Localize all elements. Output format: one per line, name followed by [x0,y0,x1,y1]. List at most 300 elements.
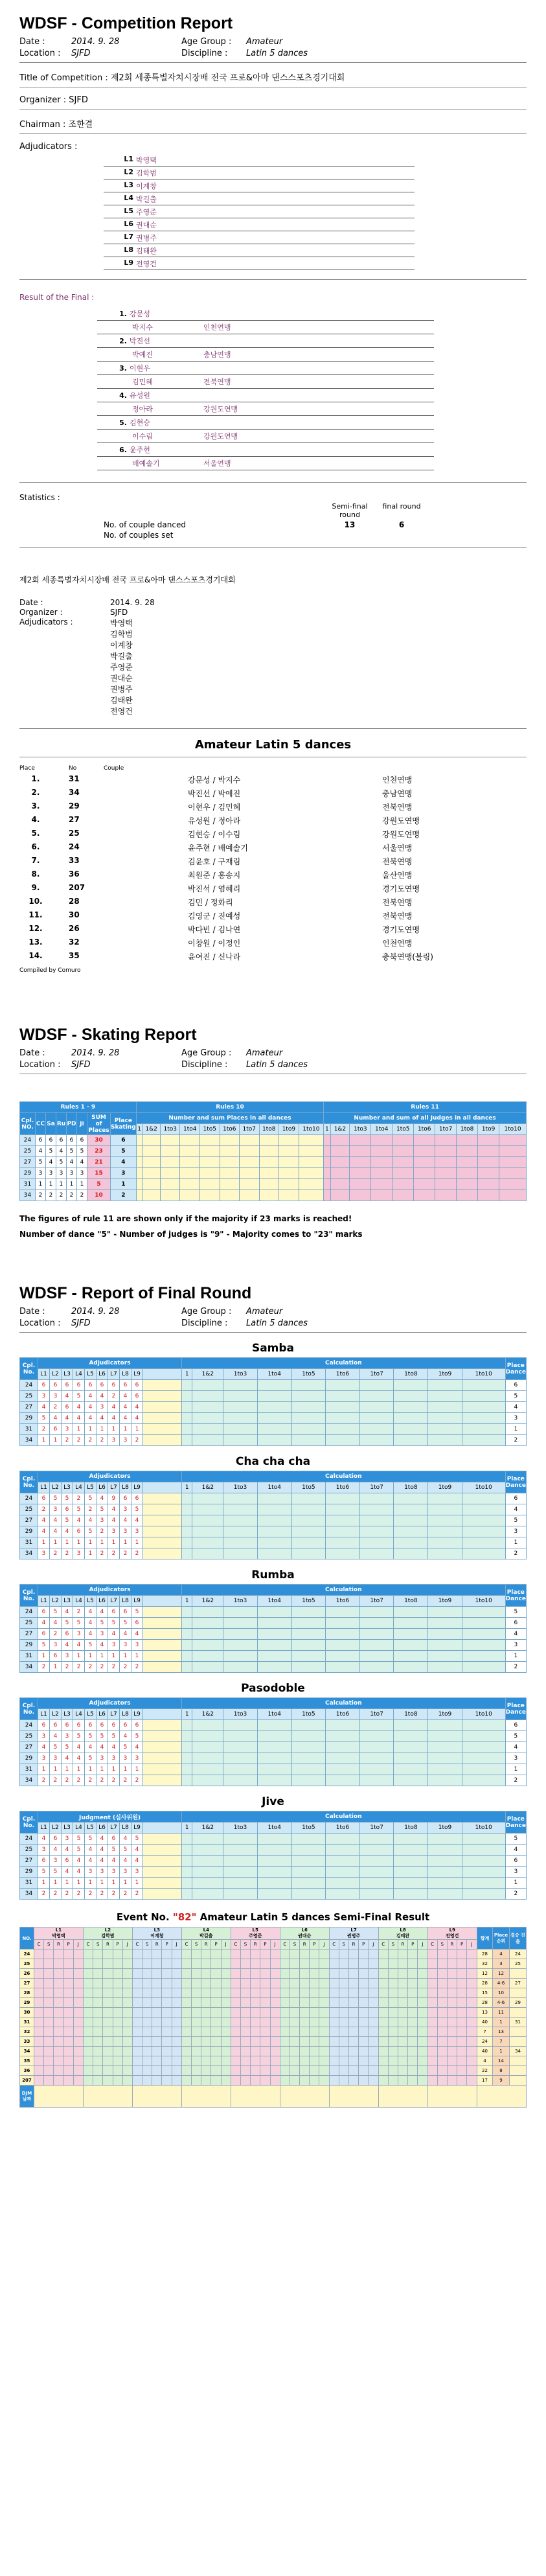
calc-cell [428,1867,462,1878]
calc-cell [192,1402,223,1413]
calc-cell [192,1720,223,1731]
range-header: 1to5 [200,1124,220,1135]
semi-mark-cell [231,1959,240,1969]
adjudicator-row [104,244,415,257]
semi-mark-cell [132,2008,142,2018]
semi-mark-cell [437,2056,447,2066]
judge-mark: 1 [97,1764,108,1775]
rule11-cell [414,1168,435,1179]
calc-cell [223,1493,258,1504]
semi-mark-cell [73,1988,83,1998]
calc-header: 1to5 [291,1823,326,1834]
placing-row [19,841,527,855]
semi-mark-cell [319,2076,329,2086]
rule11-cell [457,1179,478,1190]
semi-judge-name: 권대순 [298,1933,312,1938]
rule10-cell [220,1135,240,1146]
semi-mark-cell [251,2037,260,2047]
judge-mark: 2 [108,1391,120,1402]
calc-cell [326,1878,360,1889]
mark-spacer [143,1413,182,1424]
skating-cpl: 29 [20,1168,36,1179]
placing-spacer [104,937,188,949]
rule10-cell [240,1135,260,1146]
semi-mark-cell [349,2066,359,2076]
semi-mark-cell [172,2056,181,2066]
semi-mark-cell [44,1969,54,1979]
dance-header-row [20,1358,527,1369]
rule11-cell [350,1157,371,1168]
final-partner-1: 박진선 [130,337,150,345]
mark-spacer [143,1607,182,1618]
judge-mark: 5 [85,1493,97,1504]
compiled-by: Compiled by Comuro [19,967,81,974]
semi-mark-cell [221,2056,231,2066]
calc-cell [394,1526,428,1537]
semi-mark-cell [152,1979,162,1988]
couples-danced-semi: 13 [344,520,356,529]
calc-cell [192,1435,223,1446]
semi-mark-cell [44,1979,54,1988]
semi-mark-cell [378,1969,388,1979]
stats-empty [376,531,427,540]
placing-no: 35 [69,951,80,960]
judge-spacer [143,1482,182,1493]
adjudicator-list [104,154,415,270]
judge-header: L2 [50,1369,62,1380]
calc-cell [359,1391,394,1402]
calc-cell [462,1662,505,1673]
semi-mark-cell [378,1959,388,1969]
semi-mark-cell [290,2018,299,2027]
rules-1-9-header: Rules 1 - 9 [20,1102,137,1113]
calc-cell [223,1607,258,1618]
judge-mark: 1 [97,1537,108,1548]
mark-spacer [143,1493,182,1504]
calc-cell [326,1720,360,1731]
calc-cell [326,1402,360,1413]
semi-mark-cell [398,2008,407,2018]
skating-header-row [20,1102,527,1113]
judge-mark: 5 [131,1731,143,1742]
placing-club: 충남연맹 [382,789,413,798]
dance-cpl-header: Cpl. No. [20,1585,38,1607]
rule11-cell [350,1168,371,1179]
semi-row [20,1988,527,1998]
placing-no: 31 [69,774,80,783]
semi-mark-cell [240,2018,250,2027]
semi-mark-cell [93,2008,103,2018]
semi-mark-cell [251,2008,260,2018]
calc-cell [428,1640,462,1651]
calc-header: 1 [182,1482,192,1493]
judge-mark: 3 [108,1867,120,1878]
dance-place: 4 [505,1845,526,1856]
placing-row [19,895,527,909]
semi-total: 4 [477,2056,493,2066]
calc-cell [291,1662,326,1673]
judge-mark: 4 [73,1402,85,1413]
judge-mark: 1 [73,1651,85,1662]
calc-cell [359,1845,394,1856]
judge-mark: 4 [108,1856,120,1867]
semi-mark-cell [63,1959,73,1969]
semi-place: 13 [493,2027,510,2037]
semi-mark-cell [34,1998,44,2008]
semi-mark-cell [447,1949,457,1959]
semi-mark-cell [329,1959,339,1969]
event-info [19,574,527,974]
calc-cell [291,1742,326,1753]
placing-no: 33 [69,856,80,865]
semi-mark-cell [142,2047,152,2056]
mark-spacer [143,1845,182,1856]
calc-cell [359,1662,394,1673]
semi-dance-letter: C [280,1940,290,1949]
semi-judge-code: L3 [154,1927,161,1933]
semi-mark-cell [310,1949,319,1959]
semi-mark-cell [310,2047,319,2056]
rule11-cell [392,1179,414,1190]
semi-mark-cell [260,2027,270,2037]
semi-mark-cell [270,1979,280,1988]
adjudicator-name: 주영준 [136,208,157,216]
calc-cell [428,1548,462,1559]
rule10-cell [200,1190,220,1201]
semi-mark-cell [398,2018,407,2027]
final-rank: 1. [119,310,127,318]
judge-mark: 3 [131,1867,143,1878]
rules-11-header: Rules 11 [324,1102,527,1113]
judge-mark: 4 [38,1742,50,1753]
dance-row [20,1504,527,1515]
judge-mark: 4 [73,1515,85,1526]
semi-mark-cell [467,2076,477,2086]
dance-calc-header: Calculation [182,1585,506,1596]
semi-mark-cell [447,1979,457,1988]
dance-row [20,1526,527,1537]
skating-dance-place: 2 [46,1190,56,1201]
rules-10-subheader: Number and sum Places in all dances [136,1113,323,1124]
judge-header: L1 [38,1482,50,1493]
calc-header: 1to4 [257,1709,291,1720]
dance-title: Samba [251,1342,295,1355]
judge-mark: 6 [97,1380,108,1391]
dance-place-header: Place Dance [505,1471,526,1493]
judge-mark: 6 [73,1380,85,1391]
semi-mark-cell [231,1969,240,1979]
semi-mark-cell [73,1998,83,2008]
placing-place: 13. [28,937,43,947]
semi-mark-cell [378,2018,388,2027]
calc-cell [182,1504,192,1515]
rule10-cell [136,1190,142,1201]
semi-mark-cell [83,2066,93,2076]
calc-cell [291,1629,326,1640]
semi-mark-cell [339,1998,348,2008]
semi-mark-cell [447,2018,457,2027]
judge-header: L7 [108,1482,120,1493]
event-adjudicators-label: Adjudicators : [19,617,73,627]
mark-spacer [143,1515,182,1526]
calc-cell [223,1629,258,1640]
semi-mark-cell [142,2076,152,2086]
calc-cell [291,1889,326,1900]
skating-sum: 30 [87,1135,111,1146]
result-final-label: Result of the Final : [19,293,95,302]
semi-mark-cell [280,2027,290,2037]
semi-dance-letter: J [221,1940,231,1949]
judge-mark: 2 [73,1493,85,1504]
semi-mark-cell [142,1988,152,1998]
calc-cell [326,1889,360,1900]
semi-mark-cell [467,1998,477,2008]
judge-mark: 4 [131,1413,143,1424]
dance-place: 6 [505,1720,526,1731]
calc-cell [359,1651,394,1662]
placing-row [19,923,527,936]
semi-total: 24 [477,2037,493,2047]
semi-mark-cell [427,2037,437,2047]
calc-header: 1to5 [291,1369,326,1380]
dance-place: 5 [505,1834,526,1845]
semi-mark-cell [447,1969,457,1979]
rule10-cell [259,1135,279,1146]
semi-footer-cell [34,2086,84,2108]
dance-row [20,1515,527,1526]
semi-mark-cell [73,1949,83,1959]
dance-subheader-row [20,1596,527,1607]
judge-mark: 3 [50,1640,62,1651]
dance-title: Rumba [251,1569,295,1581]
judge-mark: 4 [62,1640,73,1651]
judge-mark: 4 [38,1526,50,1537]
skating-dance-place: 5 [36,1157,46,1168]
location-value: SJFD [71,1318,91,1328]
judge-mark: 4 [120,1402,131,1413]
judge-mark: 4 [38,1618,50,1629]
calc-cell [326,1753,360,1764]
semi-mark-cell [240,1998,250,2008]
semi-mark-cell [427,2018,437,2027]
calc-cell [428,1720,462,1731]
semi-mark-cell [339,1979,348,1988]
semi-letter-row [20,1940,527,1949]
dance-place: 2 [505,1662,526,1673]
semi-mark-cell [172,1949,181,1959]
calc-cell [291,1504,326,1515]
judge-mark: 2 [85,1662,97,1673]
calc-cell [192,1493,223,1504]
judge-mark: 5 [62,1515,73,1526]
judge-header: L6 [97,1709,108,1720]
semi-mark-cell [63,1979,73,1988]
calc-cell [192,1537,223,1548]
judge-mark: 5 [108,1618,120,1629]
calc-cell [257,1391,291,1402]
judge-mark: 3 [62,1424,73,1435]
semi-pass [510,2008,527,2018]
semi-mark-cell [113,2008,122,2018]
judge-mark: 2 [108,1548,120,1559]
semi-mark-cell [192,2047,201,2056]
rule10-cell [299,1146,324,1157]
statistics-grid [104,502,527,540]
semi-mark-cell [221,1949,231,1959]
judge-mark: 4 [85,1618,97,1629]
judge-mark: 1 [85,1424,97,1435]
calc-cell [291,1856,326,1867]
calc-header: 1to8 [394,1823,428,1834]
semi-mark-cell [310,2027,319,2037]
judge-mark: 4 [131,1845,143,1856]
semi-mark-cell [398,2047,407,2056]
calc-header: 1&2 [192,1823,223,1834]
semi-place: 1 [493,2018,510,2027]
calc-cell [192,1834,223,1845]
adjudicator-name: 김학범 [136,169,157,178]
calc-cell [359,1548,394,1559]
judge-mark: 6 [38,1493,50,1504]
skating-sum: 5 [87,1179,111,1190]
skating-place: 3 [111,1168,137,1179]
semi-mark-cell [201,1949,211,1959]
semi-mark-cell [162,2076,172,2086]
final-result-row [97,416,434,430]
range-header: 1to8 [259,1124,279,1135]
semi-mark-cell [329,2047,339,2056]
semi-mark-cell [359,1949,369,1959]
judge-mark: 3 [38,1753,50,1764]
semi-place: 9 [493,2076,510,2086]
discipline-value: Latin 5 dances [246,49,308,58]
semi-mark-cell [231,2027,240,2037]
calc-cell [428,1651,462,1662]
calc-cell [462,1526,505,1537]
majority-note: Number of dance "5" - Number of judges is "9" - Majority comes to "23" marks [19,1230,363,1239]
semi-mark-cell [44,1988,54,1998]
dance-place: 3 [505,1753,526,1764]
judge-mark: 6 [50,1424,62,1435]
calc-cell [359,1731,394,1742]
semi-total: 17 [477,2076,493,2086]
semi-mark-cell [339,2076,348,2086]
calc-cell [394,1753,428,1764]
judge-mark: 4 [62,1753,73,1764]
judge-mark: 3 [120,1867,131,1878]
skating-dance-place: 1 [67,1179,77,1190]
semi-mark-cell [113,1988,122,1998]
semi-judge-header [132,1927,181,1940]
calc-cell [192,1629,223,1640]
semi-footer-cell [280,2086,329,2108]
semi-mark-cell [369,1998,378,2008]
couples-set-label: No. of couples set [104,531,174,540]
judge-mark: 5 [38,1867,50,1878]
semi-mark-cell [63,2027,73,2037]
judge-mark: 4 [131,1856,143,1867]
calc-cell [257,1402,291,1413]
judge-mark: 5 [73,1845,85,1856]
semi-mark-cell [201,1959,211,1969]
calc-cell [394,1640,428,1651]
calc-cell [394,1515,428,1526]
semi-mark-cell [359,2047,369,2056]
dance-table [19,1471,527,1559]
calc-cell [394,1856,428,1867]
semi-mark-cell [211,2008,221,2018]
rule10-cell [136,1146,142,1157]
calc-cell [223,1753,258,1764]
mark-spacer [143,1537,182,1548]
judge-mark: 2 [120,1662,131,1673]
range-header: 1to4 [371,1124,392,1135]
range-header: 1to7 [435,1124,457,1135]
organizer-label: Organizer : [19,95,67,105]
rule11-cell [435,1146,457,1157]
semi-mark-cell [44,2027,54,2037]
semi-mark-cell [142,1949,152,1959]
semi-mark-cell [103,2018,113,2027]
rule11-cell [392,1190,414,1201]
semi-mark-cell [319,1969,329,1979]
dance-place: 1 [505,1537,526,1548]
calc-cell [359,1834,394,1845]
calc-cell [394,1435,428,1446]
semi-mark-cell [83,1969,93,1979]
judge-mark: 4 [97,1413,108,1424]
dance-row [20,1607,527,1618]
calc-cell [359,1889,394,1900]
final-round-header: final round [382,502,421,511]
dance-row [20,1413,527,1424]
calc-header: 1to10 [462,1823,505,1834]
judge-header: L1 [38,1369,50,1380]
dance-place: 6 [505,1618,526,1629]
calc-cell [291,1731,326,1742]
semi-mark-cell [319,2056,329,2066]
calc-cell [428,1629,462,1640]
calc-header: 1&2 [192,1596,223,1607]
semi-mark-cell [427,1949,437,1959]
final-partner-1: 강문성 [130,310,150,318]
calc-header: 1to4 [257,1369,291,1380]
judge-mark: 2 [38,1424,50,1435]
final-result-row [97,389,434,402]
semi-mark-cell [240,1959,250,1969]
rule10-cell [142,1146,161,1157]
judge-mark: 1 [38,1537,50,1548]
semi-mark-cell [378,2047,388,2056]
semi-mark-cell [172,1959,181,1969]
semi-mark-cell [437,1998,447,2008]
semi-mark-cell [408,2056,418,2066]
semi-judge-name: 김학범 [101,1933,115,1938]
calc-cell [182,1775,192,1786]
semi-mark-cell [427,1998,437,2008]
semi-mark-cell [378,2066,388,2076]
dance-place: 3 [505,1867,526,1878]
calc-cell [257,1834,291,1845]
semi-judge-name: 이계창 [150,1933,164,1938]
semi-mark-cell [359,1969,369,1979]
calc-cell [394,1493,428,1504]
semi-mark-cell [280,2066,290,2076]
placing-place: 1. [31,774,40,783]
calc-cell [326,1764,360,1775]
calc-cell [182,1662,192,1673]
calc-cell [223,1435,258,1446]
